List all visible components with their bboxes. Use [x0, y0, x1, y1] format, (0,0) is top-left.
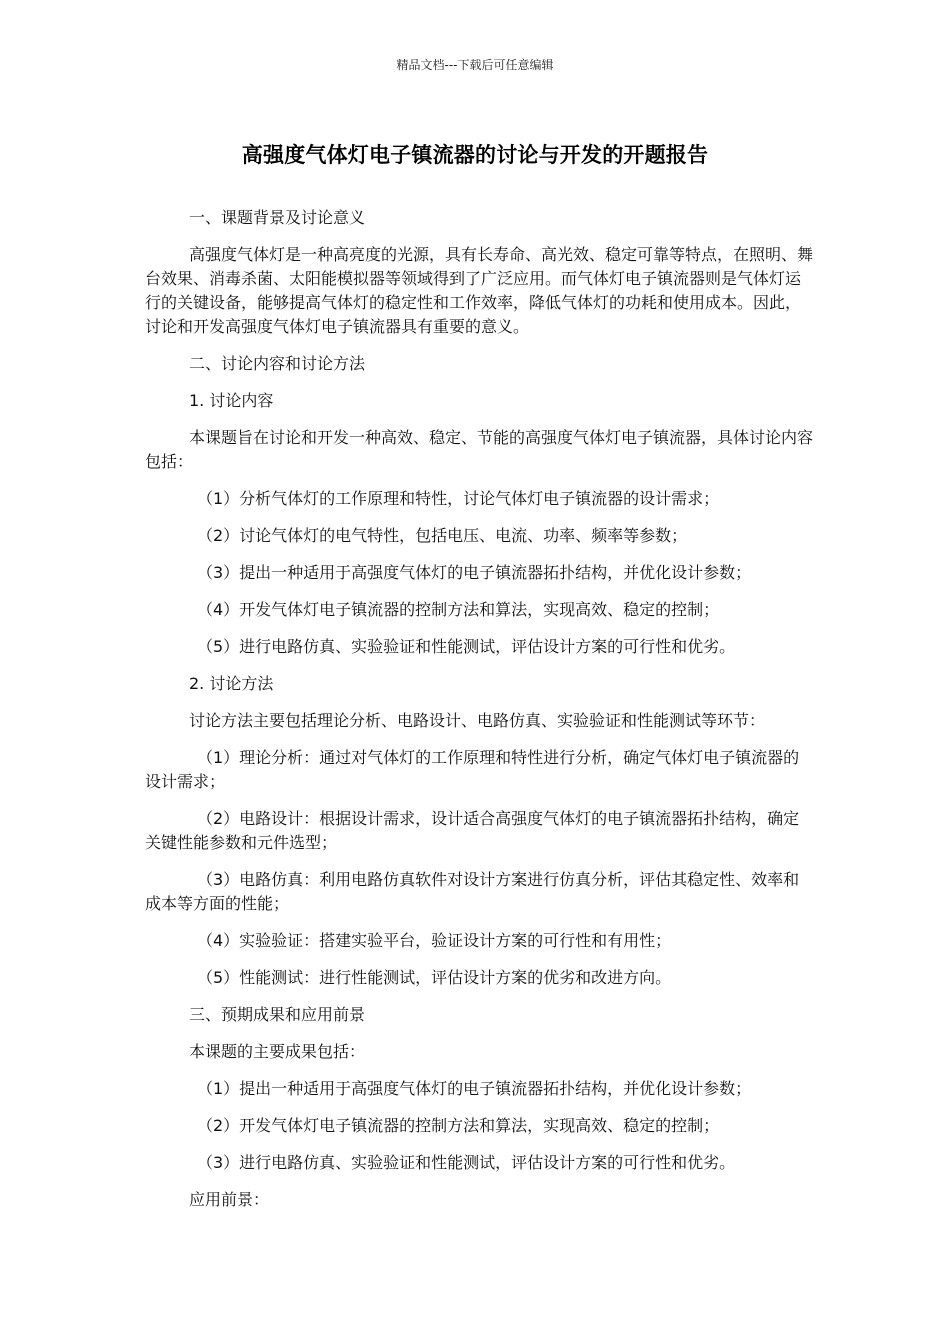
list-item: （3）电路仿真：利用电路仿真软件对设计方案进行仿真分析，评估其稳定性、效率和成本等方面的性能；: [145, 870, 800, 913]
list-item: （5）进行电路仿真、实验验证和性能测试，评估设计方案的可行性和优劣。: [197, 637, 736, 656]
paragraph-methods-intro: 讨论方法主要包括理论分析、电路设计、电路仿真、实验验证和性能测试等环节：: [189, 711, 766, 730]
section-heading-content-methods: 二、讨论内容和讨论方法: [189, 354, 366, 373]
list-item: （1）分析气体灯的工作原理和特性，讨论气体灯电子镇流器的设计需求；: [197, 489, 720, 508]
list-item: （3）进行电路仿真、实验验证和性能测试，评估设计方案的可行性和优劣。: [197, 1153, 736, 1172]
list-item: （2）开发气体灯电子镇流器的控制方法和算法，实现高效、稳定的控制；: [197, 1116, 720, 1135]
paragraph-outcomes-intro: 本课题的主要成果包括：: [189, 1042, 366, 1061]
page-header: 精品文档---下载后可任意编辑: [396, 58, 554, 72]
list-item: （4）开发气体灯电子镇流器的控制方法和算法，实现高效、稳定的控制；: [197, 600, 720, 619]
list-item: （3）提出一种适用于高强度气体灯的电子镇流器拓扑结构，并优化设计参数；: [197, 563, 752, 582]
paragraph-content-intro: 本课题旨在讨论和开发一种高效、稳定、节能的高强度气体灯电子镇流器，具体讨论内容包括：: [145, 428, 814, 471]
list-item: （1）理论分析：通过对气体灯的工作原理和特性进行分析，确定气体灯电子镇流器的设计需求；: [145, 748, 800, 791]
subheading-content: 1. 讨论内容: [189, 391, 274, 410]
document-body: [145, 206, 813, 1225]
list-item: （4）实验验证：搭建实验平台，验证设计方案的可行性和有用性；: [197, 931, 672, 950]
list-item: （5）性能测试：进行性能测试，评估设计方案的优劣和改进方向。: [197, 968, 672, 987]
paragraph-background: 高强度气体灯是一种高亮度的光源，具有长寿命、高光效、稳定可靠等特点，在照明、舞台效果、消毒杀菌、太阳能模拟器等领域得到了广泛应用。而气体灯电子镇流器则是气体灯运行的关键设备，能够提高气体灯的稳定性和工作效率，降低气体灯的功耗和使用成本。因此，讨论和开发高强度气体灯电子镇流器具有重要的意义。: [145, 245, 814, 336]
section-heading-outcomes: 三、预期成果和应用前景: [189, 1005, 366, 1024]
subheading-methods: 2. 讨论方法: [189, 674, 274, 693]
list-item: （2）电路设计：根据设计需求，设计适合高强度气体灯的电子镇流器拓扑结构，确定关键性能参数和元件选型；: [145, 809, 800, 852]
list-item: （1）提出一种适用于高强度气体灯的电子镇流器拓扑结构，并优化设计参数；: [197, 1079, 752, 1098]
paragraph-application-prospects: 应用前景：: [189, 1190, 270, 1209]
list-item: （2）讨论气体灯的电气特性，包括电压、电流、功率、频率等参数；: [197, 526, 688, 545]
section-heading-background: 一、课题背景及讨论意义: [189, 208, 366, 227]
document-title: 高强度气体灯电子镇流器的讨论与开发的开题报告: [241, 143, 709, 167]
